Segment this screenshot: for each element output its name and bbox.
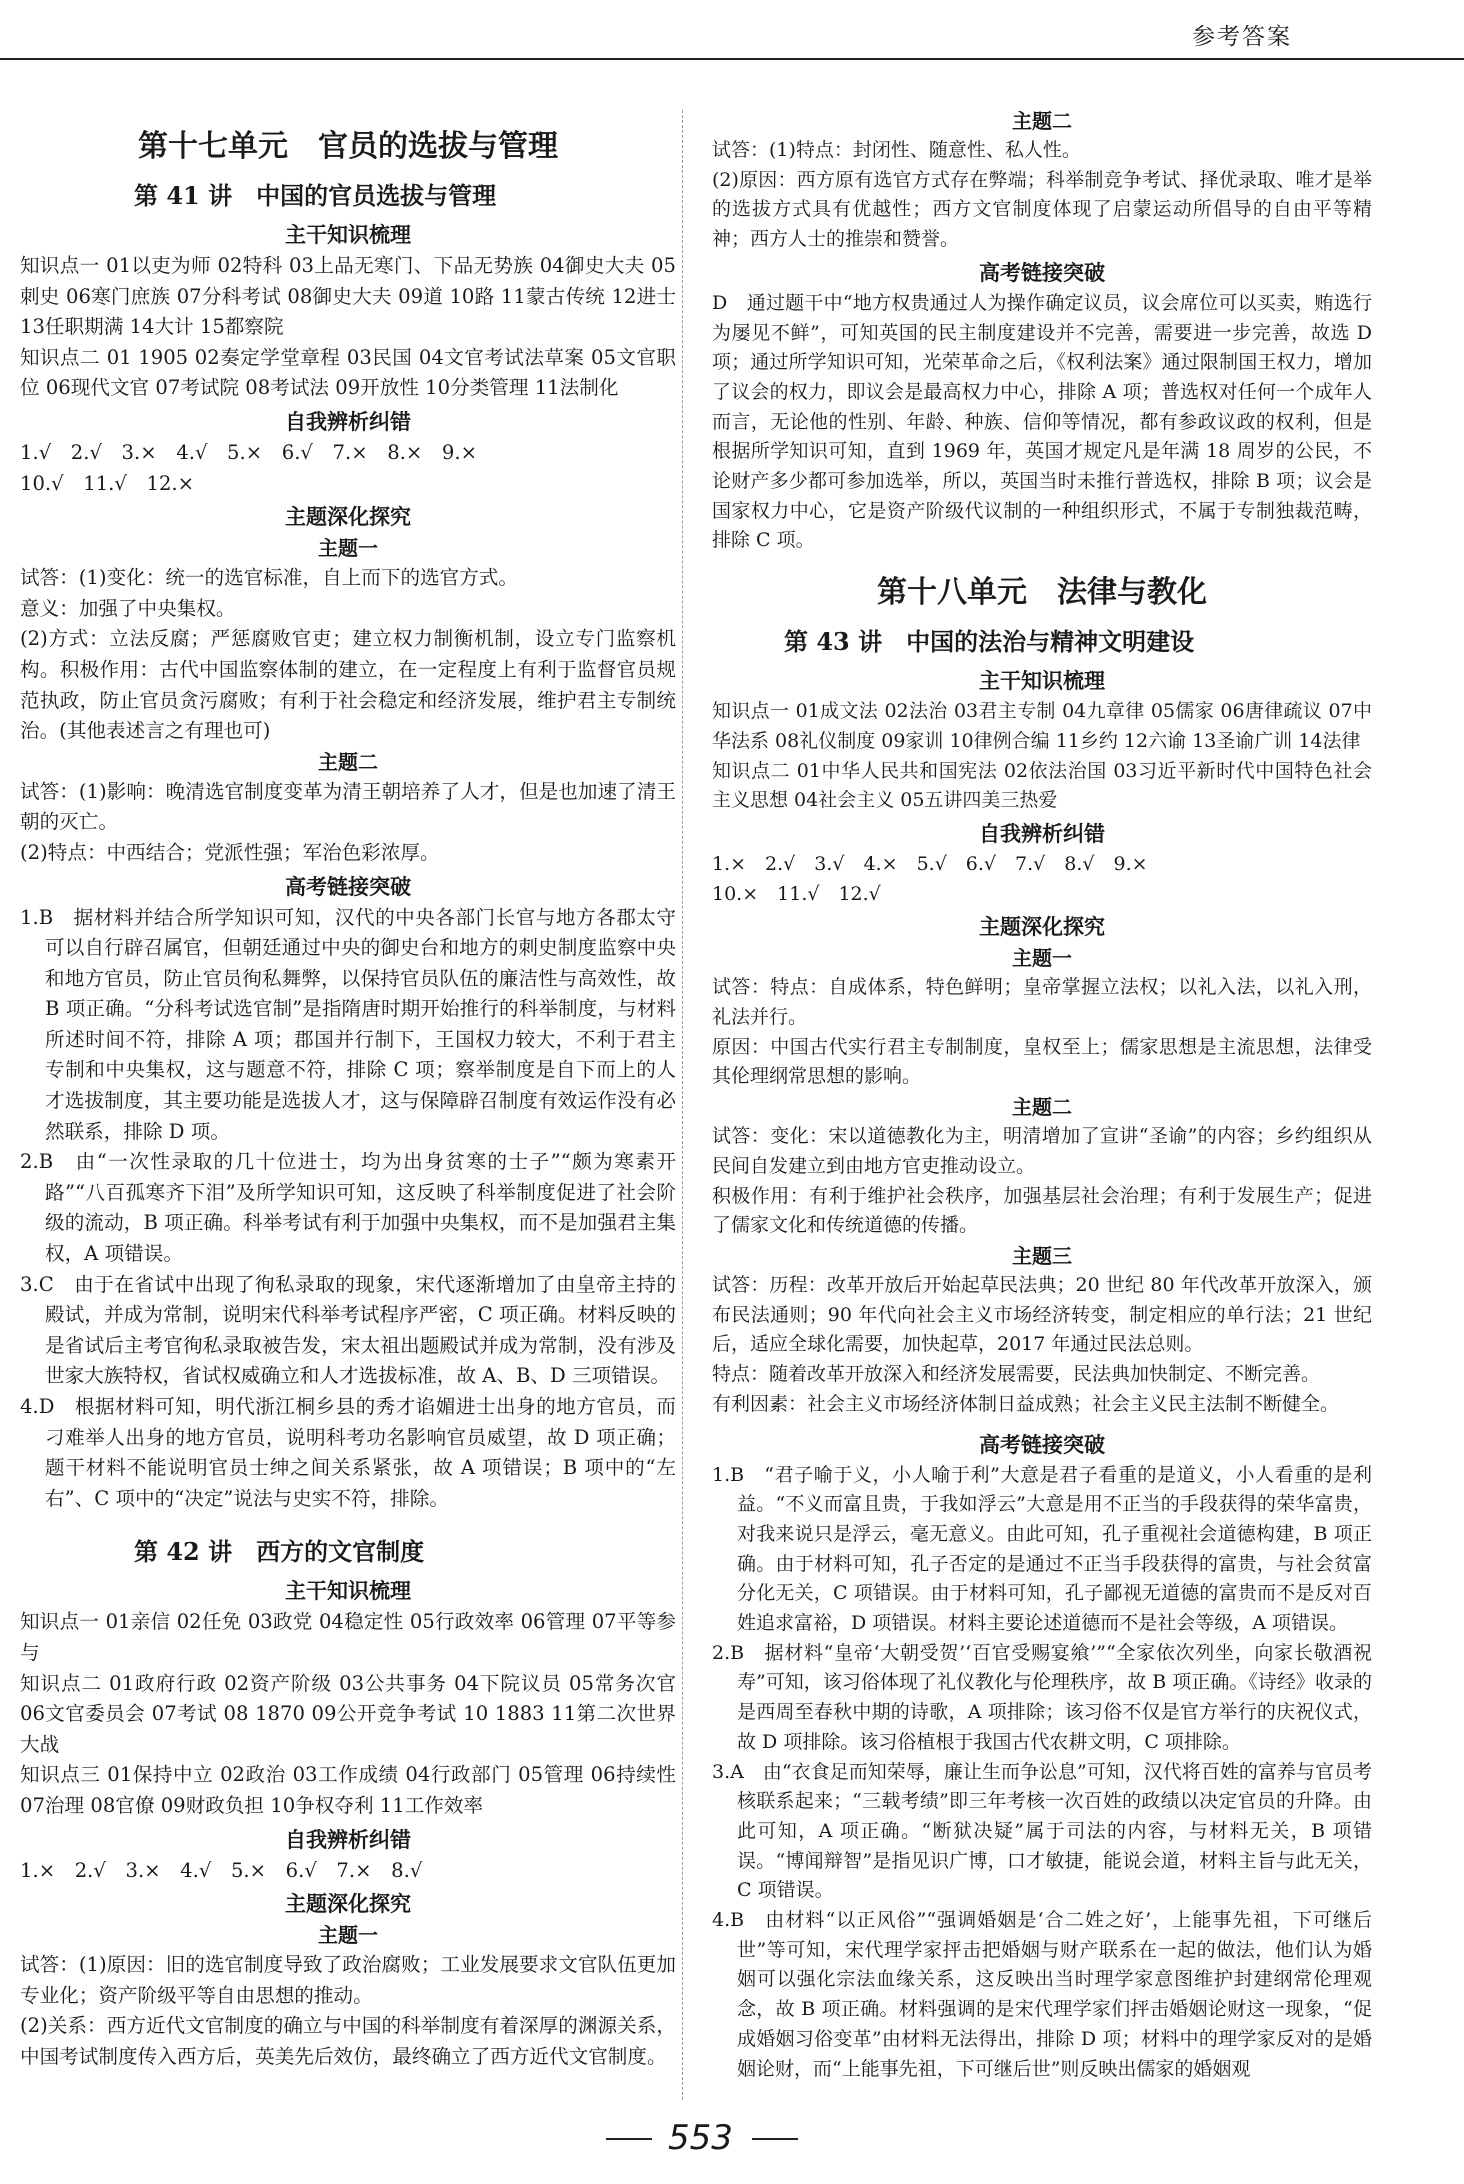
- section-heading: 主题深化探究: [285, 504, 411, 530]
- section-heading: 主干知识梳理: [979, 668, 1105, 694]
- answer-paragraph: 意义：加强了中央集权。: [20, 596, 236, 620]
- section-heading: 高考链接突破: [979, 259, 1105, 285]
- exam-answer: 1.B “君子喻于义，小人喻于利”大意是君子看重的是道义，小人看重的是利益。“不义而富且贵，于我如浮云”大意是用不正当的手段获得的荣华富贵，对我来说只是浮云，毫无意义。由此可知，孔子重视社会道德构建，B 项正确。由于材料可知，孔子否定的是通过不正当手段获得的富贵，与社会贫富分化无关，C 项错误。由于材料可知，孔子鄙视无道德的富贵而不是反对百姓追求富裕，D 项错误。材料主要论述道德而不是社会等级，A 项错误。: [712, 1463, 1372, 1635]
- exam-answer: 3.C 由于在省试中出现了徇私录取的现象，宋代逐渐增加了由皇帝主持的殿试，并成为常制，说明宋代科举考试程序严密，C 项正确。材料反映的是省试后主考官徇私录取被告发，宋太祖出题殿试并成为常制，没有涉及世家大族特权，省试权威确立和人才选拔标准，故 A、B、D 三项错误。: [20, 1272, 676, 1388]
- exam-answer: 2.B 由“一次性录取的几十位进士，均为出身贫寒的士子”“颇为寒素开路”“八百孤寒齐下泪”及所学知识可知，这反映了科举制度促进了社会阶级的流动，B 项正确。科举考试有利于加强中央集权，而不是加强君主集权，A 项错误。: [20, 1150, 676, 1266]
- section-heading: 自我辨析纠错: [979, 820, 1105, 846]
- section-heading: 主题深化探究: [285, 1891, 411, 1917]
- header-title: 参考答案: [1192, 24, 1292, 50]
- header-rule: [0, 58, 1464, 60]
- lecture-42-title: 第 42 讲 西方的文官制度: [134, 1537, 425, 1567]
- lecture-41-title: 第 41 讲 中国的官员选拔与管理: [134, 181, 497, 210]
- answer-paragraph: 试答：(1)变化：统一的选官标准，自上而下的选官方式。: [20, 566, 519, 590]
- answer-paragraph: (2)特点：中西结合；党派性强；军治色彩浓厚。: [20, 840, 440, 864]
- knowledge-point: 知识点三 01保持中立 02政治 03工作成绩 04行政部门 05管理 06持续性 07治理 08官僚 09财政负担 10争权夺利 11工作效率: [20, 1763, 676, 1817]
- topic-heading: 主题一: [318, 536, 378, 561]
- judgement-answers: 1.× 2.√ 3.× 4.√ 5.× 6.√ 7.× 8.√: [20, 1858, 423, 1882]
- section-heading: 高考链接突破: [285, 873, 411, 899]
- lecture-43-title: 第 43 讲 中国的法治与精神文明建设: [784, 627, 1195, 657]
- judgement-answers: 10.× 11.√ 12.√: [712, 882, 881, 905]
- section-heading: 主干知识梳理: [285, 222, 411, 247]
- judgement-answers: 10.√ 11.√ 12.×: [20, 471, 195, 495]
- judgement-answers: 1.√ 2.√ 3.× 4.√ 5.× 6.√ 7.× 8.× 9.×: [20, 440, 478, 464]
- topic-heading: 主题二: [1012, 109, 1072, 133]
- answer-paragraph: (2)原因：西方原有选官方式存在弊端；科举制竞争考试、择优录取、唯才是举的选拔方式具有优越性；西方文官制度体现了启蒙运动所倡导的自由平等精神；西方人士的推崇和赞誉。: [712, 168, 1372, 251]
- topic-heading: 主题二: [1012, 1095, 1072, 1120]
- answer-paragraph: 积极作用：有利于维护社会秩序，加强基层社会治理；有利于发展生产；促进了儒家文化和传统道德的传播。: [712, 1184, 1372, 1237]
- answer-paragraph: 试答：(1)原因：旧的选官制度导致了政治腐败；工业发展要求文官队伍更加专业化；资产阶级平等自由思想的推动。: [20, 1953, 676, 2007]
- section-heading: 自我辨析纠错: [285, 408, 411, 434]
- answer-paragraph: 特点：随着改革开放深入和经济发展需要，民法典加快制定、不断完善。: [712, 1363, 1321, 1386]
- exam-answer: 3.A 由“衣食足而知荣辱，廉让生而争讼息”可知，汉代将百姓的富养与官员考核联系起来；“三载考绩”即三年考核一次百姓的政绩以决定官员的升降。由此可知，A 项正确。“断狱决疑”属于司法的内容，与材料无关，B 项错误。“博闻辩智”是指见识广博，口才敏捷，能说会道，材料主旨与此无关，C 项错误。: [712, 1760, 1372, 1902]
- exam-answer: 4.B 由材料“以正风俗”“强调婚姻是‘合二姓之好’，上能事先祖，下可继后世”等可知，宋代理学家抨击把婚姻与财产联系在一起的做法，他们认为婚姻可以强化宗法血缘关系，这反映出当时理学家意图维护封建纲常伦理观念，故 B 项正确。材料强调的是宋代理学家们抨击婚姻论财这一现象，“促成婚姻习俗变革”由材料无法得出，排除 D 项；材料中的理学家反对的是婚姻论财，而“上能事先祖，下可继后世”则反映出儒家的婚姻观: [712, 1909, 1372, 2080]
- exam-answer: 2.B 据材料“皇帝‘大朝受贺’‘百官受赐宴飨’”“全家依次列坐，向家长敬酒祝寿”可知，该习俗体现了礼仪教化与伦理秩序，故 B 项正确。《诗经》收录的是西周至春秋中期的诗歌，A 项排除；该习俗不仅是官方举行的庆祝仪式，故 D 项排除。该习俗植根于我国古代农耕文明，C 项排除。: [712, 1641, 1372, 1753]
- exam-answer: D 通过题干中“地方权贵通过人为操作确定议员，议会席位可以买卖，贿选行为屡见不鲜”，可知英国的民主制度建设并不完善，需要进一步完善，故选 D 项；通过所学知识可知，光荣革命之后，《权利法案》通过限制国王权力，增加了议会的权力，即议会是最高权力中心，排除 A 项；普选权对任何一个成年人而言，无论他的性别、年龄、种族、信仰等情况，都有参政议政的权利，但是根据所学知识可知，直到 1969 年，英国才规定凡是年满 18 周岁的公民，不论财产多少都可参加选举，所以，英国当时未推行普选权，排除 B 项；议会是国家权力中心，它是资产阶级代议制的一种组织形式，不属于专制独裁范畴，排除 C 项。: [712, 291, 1372, 552]
- answer-paragraph: 试答：(1)特点：封闭性、随意性、私人性。: [712, 139, 1081, 161]
- column-divider: [682, 110, 683, 2100]
- unit-18-title: 第十八单元 法律与教化: [877, 575, 1207, 611]
- answer-paragraph: 有利因素：社会主义市场经济体制日益成熟；社会主义民主法制不断健全。: [712, 1392, 1340, 1415]
- knowledge-point: 知识点一 01以吏为师 02特科 03上品无寒门、下品无势族 04御史大夫 05刺史 06寒门庶族 07分科考试 08御史大夫 09道 10路 11蒙古传统 12进士 13任职期满 14大计 15都察院: [20, 254, 676, 339]
- knowledge-point: 知识点一 01成文法 02法治 03君主专制 04九章律 05儒家 06唐律疏议 07中华法系 08礼仪制度 09家训 10律例合编 11乡约 12六谕 13圣谕广训 14法律: [712, 700, 1372, 752]
- right-column: [712, 106, 1372, 2084]
- topic-heading: 主题一: [1012, 946, 1072, 971]
- section-heading: 主干知识梳理: [285, 1578, 411, 1604]
- knowledge-point: 知识点二 01中华人民共和国宪法 02依法治国 03习近平新时代中国特色社会主义思想 04社会主义 05五讲四美三热爱: [712, 759, 1372, 812]
- exam-answer: 4.D 根据材料可知，明代浙江桐乡县的秀才谄媚进士出身的地方官员，而刁难举人出身的地方官员，说明科考功名影响官员威望，故 D 项正确；题干材料不能说明官员士绅之间关系紧张，故 A 项错误；B 项中的“左右”、C 项中的“决定”说法与史实不符，排除。: [20, 1395, 676, 1510]
- section-heading: 主题深化探究: [979, 914, 1105, 940]
- answer-paragraph: (2)方式：立法反腐；严惩腐败官吏；建立权力制衡机制，设立专门监察机构。积极作用：古代中国监察体制的建立，在一定程度上有利于监督官员规范执政，防止官员贪污腐败；有利于社会稳定和经济发展，维护君主专制统治。(其他表述言之有理也可): [20, 627, 676, 743]
- exam-answer: 1.B 据材料并结合所学知识可知，汉代的中央各部门长官与地方各郡太守可以自行辟召属官，但朝廷通过中央的御史台和地方的刺史制度监察中央和地方官员，防止官员徇私舞弊，以保持官员队伍的廉洁性与高效性，故 B 项正确。“分科考试选官制”是指隋唐时期开始推行的科举制度，与材料所述时间不符，排除 A 项；郡国并行制下，王国权力较大，不利于君主专制和中央集权，这与题意不符，排除 C 项；察举制度是自下而上的人才选拔制度，其主要功能是选拔人才，这与保障辟召制度有效运作没有必然联系，排除 D 项。: [20, 905, 676, 1143]
- answer-paragraph: 试答：特点：自成体系，特色鲜明；皇帝掌握立法权；以礼入法，以礼入刑，礼法并行。: [712, 976, 1372, 1029]
- knowledge-point: 知识点二 01 1905 02奏定学堂章程 03民国 04文官考试法草案 05文官职位 06现代文官 07考试院 08考试法 09开放性 10分类管理 11法制化: [20, 345, 676, 400]
- page-number: 553: [668, 2118, 733, 2158]
- answer-paragraph: 原因：中国古代实行君主专制制度，皇权至上；儒家思想是主流思想，法律受其伦理纲常思想的影响。: [712, 1035, 1372, 1088]
- answer-paragraph: 试答：历程：改革开放后开始起草民法典；20 世纪 80 年代改革开放深入，颁布民法通则；90 年代向社会主义市场经济转变，制定相应的单行法；21 世纪后，适应全球化需要，加快起草，2017 年通过民法总则。: [712, 1273, 1372, 1356]
- footer-dash-right: [752, 2138, 798, 2140]
- left-column: [20, 110, 676, 2073]
- judgement-answers: 1.× 2.√ 3.√ 4.× 5.√ 6.√ 7.√ 8.√ 9.×: [712, 852, 1148, 875]
- answer-paragraph: 试答：(1)影响：晚清选官制度变革为清王朝培养了人才，但是也加速了清王朝的灭亡。: [20, 779, 676, 834]
- unit-17-title: 第十七单元 官员的选拔与管理: [138, 129, 558, 164]
- section-heading: 自我辨析纠错: [285, 1826, 411, 1852]
- section-heading: 高考链接突破: [979, 1431, 1105, 1457]
- knowledge-point: 知识点一 01亲信 02任免 03政党 04稳定性 05行政效率 06管理 07平等参与: [20, 1610, 676, 1664]
- knowledge-point: 知识点二 01政府行政 02资产阶级 03公共事务 04下院议员 05常务次官 06文官委员会 07考试 08 1870 09公开竞争考试 10 1883 11第二次世界大战: [20, 1671, 676, 1756]
- topic-heading: 主题二: [318, 749, 378, 774]
- topic-heading: 主题一: [318, 1923, 378, 1948]
- footer-dash-left: [606, 2138, 652, 2140]
- topic-heading: 主题三: [1012, 1243, 1072, 1268]
- answer-paragraph: (2)关系：西方近代文官制度的确立与中国的科举制度有着深厚的渊源关系，中国考试制度传入西方后，英美先后效仿，最终确立了西方近代文官制度。: [20, 2014, 676, 2068]
- answer-paragraph: 试答：变化：宋以道德教化为主，明清增加了宣讲“圣谕”的内容；乡约组织从民间自发建立到由地方官吏推动设立。: [712, 1125, 1372, 1177]
